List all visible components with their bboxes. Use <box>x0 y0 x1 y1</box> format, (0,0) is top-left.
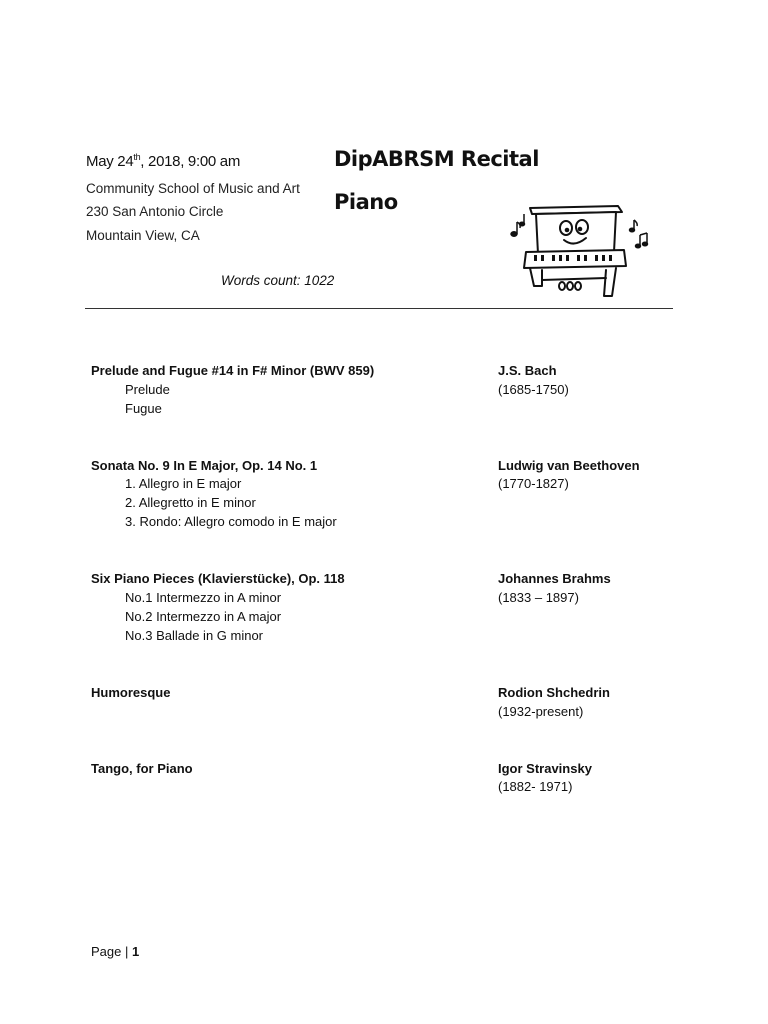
page-number: 1 <box>131 944 140 959</box>
composer-dates: (1882- 1971) <box>498 779 573 794</box>
movement: 2. Allegretto in E minor <box>125 495 256 510</box>
movement: 1. Allegro in E major <box>125 476 242 491</box>
composer-dates: (1770-1827) <box>498 476 569 491</box>
piece-title: Six Piano Pieces (Klavierstücke), Op. 118 <box>91 571 345 586</box>
piece-title: Prelude and Fugue #14 in F# Minor (BWV 859) <box>91 363 375 378</box>
venue-street: 230 San Antonio Circle <box>86 204 224 219</box>
composer-dates: (1833 – 1897) <box>498 590 579 605</box>
piece-title: Humoresque <box>91 685 171 700</box>
instrument-title: Piano <box>334 190 398 214</box>
composer-name: Ludwig van Beethoven <box>498 458 640 473</box>
movement: No.1 Intermezzo in A minor <box>125 590 282 605</box>
header-divider <box>85 308 673 309</box>
venue-city: Mountain View, CA <box>86 228 200 243</box>
composer-name: Rodion Shchedrin <box>498 685 610 700</box>
page-separator: | <box>121 944 132 959</box>
composer-name: J.S. Bach <box>498 363 557 378</box>
words-count: Words count: 1022 <box>221 273 335 288</box>
movement: Prelude <box>125 382 170 397</box>
recital-title: DipABRSM Recital <box>334 147 539 171</box>
composer-dates: (1685-1750) <box>498 382 569 397</box>
movement: Fugue <box>125 401 162 416</box>
piece-title: Tango, for Piano <box>91 761 193 776</box>
movement: No.3 Ballade in G minor <box>125 628 264 643</box>
composer-name: Johannes Brahms <box>498 571 611 586</box>
venue-name: Community School of Music and Art <box>86 181 300 196</box>
piece-title: Sonata No. 9 In E Major, Op. 14 No. 1 <box>91 458 318 473</box>
cartoon-piano-icon <box>508 200 650 306</box>
movement: No.2 Intermezzo in A major <box>125 609 282 624</box>
movement: 3. Rondo: Allegro comodo in E major <box>125 514 337 529</box>
double-music-note-icon <box>630 220 648 248</box>
composer-dates: (1932-present) <box>498 704 584 719</box>
composer-name: Igor Stravinsky <box>498 761 592 776</box>
page-footer <box>91 944 139 959</box>
page-label: Page <box>91 944 122 959</box>
music-note-icon <box>511 214 525 236</box>
recital-date: May 24th, 2018, 9:00 am <box>86 152 241 170</box>
